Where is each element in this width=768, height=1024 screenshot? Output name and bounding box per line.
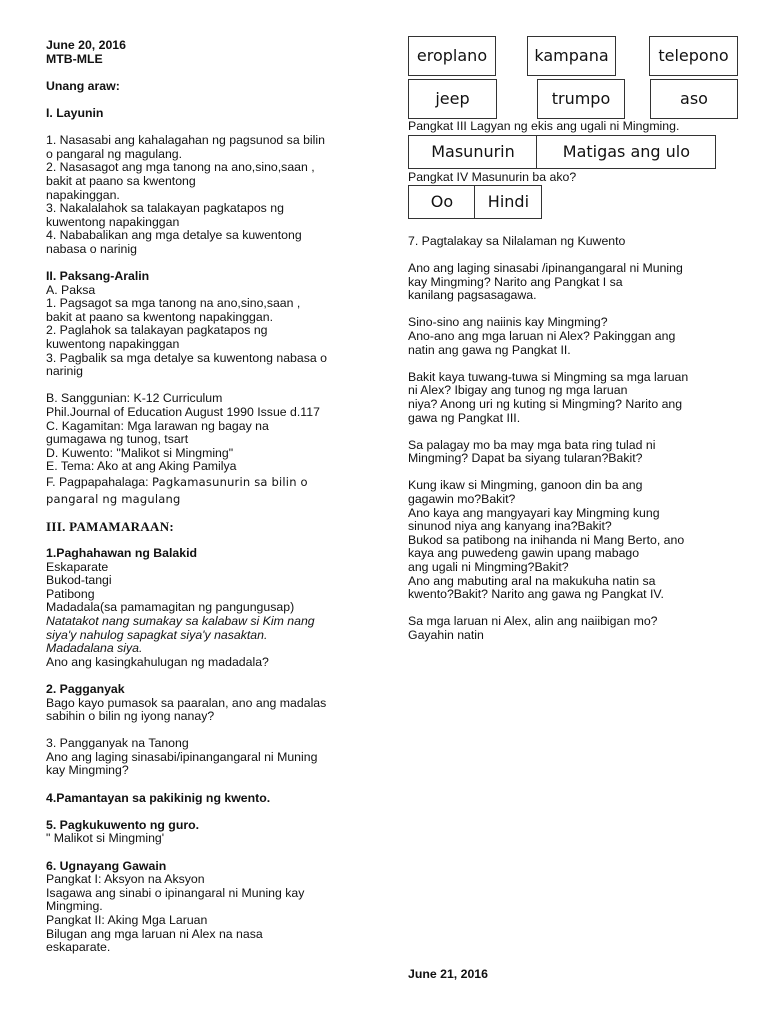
card-eroplano: eroplano <box>408 36 496 76</box>
discussion-para-6: Sa mga laruan ni Alex, alin ang naiibigan mo? Gayahin natin <box>408 614 658 642</box>
paksa-label: A. Paksa <box>46 282 96 297</box>
pangkat4-instruction: Pangkat IV Masunurin ba ako? <box>408 169 577 184</box>
step2-title: 2. Pagganyak <box>46 681 125 696</box>
card-matigas-ang-ulo: Matigas ang ulo <box>536 135 716 169</box>
card-masunurin: Masunurin <box>408 135 538 169</box>
objectives-list: 1. Nasasabi ang kahalagahan ng pagsunod sa bilin o pangaral ng magulang. 2. Nasasagot ang mga tanong na ano,sino,saan , bakit at paano sa kwentong napakinggan. 3. Nakalalahok sa talakayan pagkatapos ng kuwentong napakinggan 4. Nababalikan ang mga detalye sa kuwentong nabasa o narinig <box>46 133 325 256</box>
pagpapahalaga-value-2: pangaral ng magulang <box>46 491 181 506</box>
lesson-date: June 20, 2016 <box>46 38 126 52</box>
step5-title: 5. Pagkukuwento ng guro. <box>46 817 200 832</box>
step1-words: Eskaparate Bukod-tangi Patibong Madadala(sa pamamagitan ng pangungusap) <box>46 559 295 615</box>
card-jeep: jeep <box>408 79 497 119</box>
answer-cards-row <box>408 185 738 219</box>
card-oo: Oo <box>408 185 476 219</box>
right-column <box>408 36 738 643</box>
left-column <box>46 39 368 955</box>
day-label: Unang araw: <box>46 78 120 93</box>
section-paksang-aralin-title: II. Paksang-Aralin <box>46 269 150 284</box>
card-telepono: telepono <box>649 36 738 76</box>
card-kampana: kampana <box>527 36 616 76</box>
paksa-items: 1. Pagsagot sa mga tanong na ano,sino,saan , bakit at paano sa kwentong napakinggan. 2. Paglahok sa talakayan pagkatapos ng kuwentong napakinggan 3. Pagbalik sa mga detalye sa kuwentong nabasa o narinig <box>46 296 327 379</box>
card-trumpo: trumpo <box>537 79 625 119</box>
discussion-para-2: Sino-sino ang naiinis kay Mingming? Ano-ano ang mga laruan ni Alex? Pakinggan ang natin ang gawa ng Pangkat II. <box>408 315 676 357</box>
card-hindi: Hindi <box>474 185 542 219</box>
step2-text: Bago kayo pumasok sa paaralan, ano ang madalas sabihin o bilin ng iyong nanay? <box>46 695 327 724</box>
step1-question: Ano ang kasingkahulugan ng madadala? <box>46 654 269 669</box>
trait-cards-row <box>408 135 738 169</box>
discussion-para-1: Ano ang laging sinasabi /ipinangangaral ni Muning kay Mingming? Narito ang Pangkat I sa kanilang pagsasagawa. <box>408 260 683 303</box>
pagpapahalaga-value-1: Pagkamasunurin sa bilin o <box>151 475 308 489</box>
pagpapahalaga-line <box>46 476 368 490</box>
step5-text: " Malikot si Mingming' <box>46 831 165 846</box>
pagpapahalaga-prefix: F. Pagpapahalaga: <box>46 475 152 489</box>
toy-cards-row-2 <box>408 79 738 119</box>
discussion-para-4: Sa palagay mo ba may mga bata ring tulad ni Mingming? Dapat ba siyang tularan?Bakit? <box>408 437 656 466</box>
step4-title: 4.Pamantayan sa pakikinig ng kwento. <box>46 790 271 805</box>
step3-text: 3. Pangganyak na Tanong Ano ang laging sinasabi/ipinangangaral ni Muning kay Mingming? <box>46 736 318 778</box>
pangkat3-instruction: Pangkat III Lagyan ng ekis ang ugali ni Mingming. <box>408 119 680 133</box>
discussion-para-3: Bakit kaya tuwang-tuwa si Mingming sa mga laruan ni Alex? Ibigay ang tunog ng mga laruan niya? Anong uri ng kuting si Mingming? Narito ang gawa ng Pangkat III. <box>408 369 689 425</box>
subject-label: MTB-MLE <box>46 51 103 66</box>
step6-title: 6. Ugnayang Gawain <box>46 858 167 873</box>
discussion-para-5: Kung ikaw si Mingming, ganoon din ba ang gagawin mo?Bakit? Ano kaya ang mangyayari kay Mingming kung sinunod niya ang kanyang ina?Bakit? Bukod sa patibong na inihanda ni Mang Berto, ano kaya ang puwedeng gawin upang mabago ang ugali ni Mingming?Bakit? Ano ang mabuting aral na makukuha natin sa kwento?Bakit? Narito ang gawa ng Pangkat IV. <box>408 478 685 602</box>
step1-title: 1.Paghahawan ng Balakid <box>46 545 198 560</box>
step1-example: Natatakot nang sumakay sa kalabaw si Kim nang siya'y nahulog sapagkat siya'y nasaktan. Madadalana siya. <box>46 613 315 656</box>
section-layunin-title: I. Layunin <box>46 105 104 120</box>
next-lesson-date: June 21, 2016 <box>408 967 488 981</box>
step7-title: 7. Pagtalakay sa Nilalaman ng Kuwento <box>408 233 626 248</box>
step6-text: Pangkat I: Aksyon na Aksyon Isagawa ang sinabi o ipinangaral ni Muning kay Mingming. Pangkat II: Aking Mga Laruan Bilugan ang mga laruan ni Alex na nasa eskaparate. <box>46 872 305 955</box>
references-block: B. Sanggunian: K-12 Curriculum Phil.Journal of Education August 1990 Issue d.117 C. Kagamitan: Mga larawan ng bagay na gumagawa ng tunog, tsart D. Kuwento: "Malikot si Mingming" E. Tema: Ako at ang Aking Pamilya <box>46 391 320 474</box>
section-pamamaraan-title: III. PAMAMARAAN: <box>46 518 175 534</box>
card-aso: aso <box>650 79 738 119</box>
toy-cards-row-1 <box>408 36 738 78</box>
